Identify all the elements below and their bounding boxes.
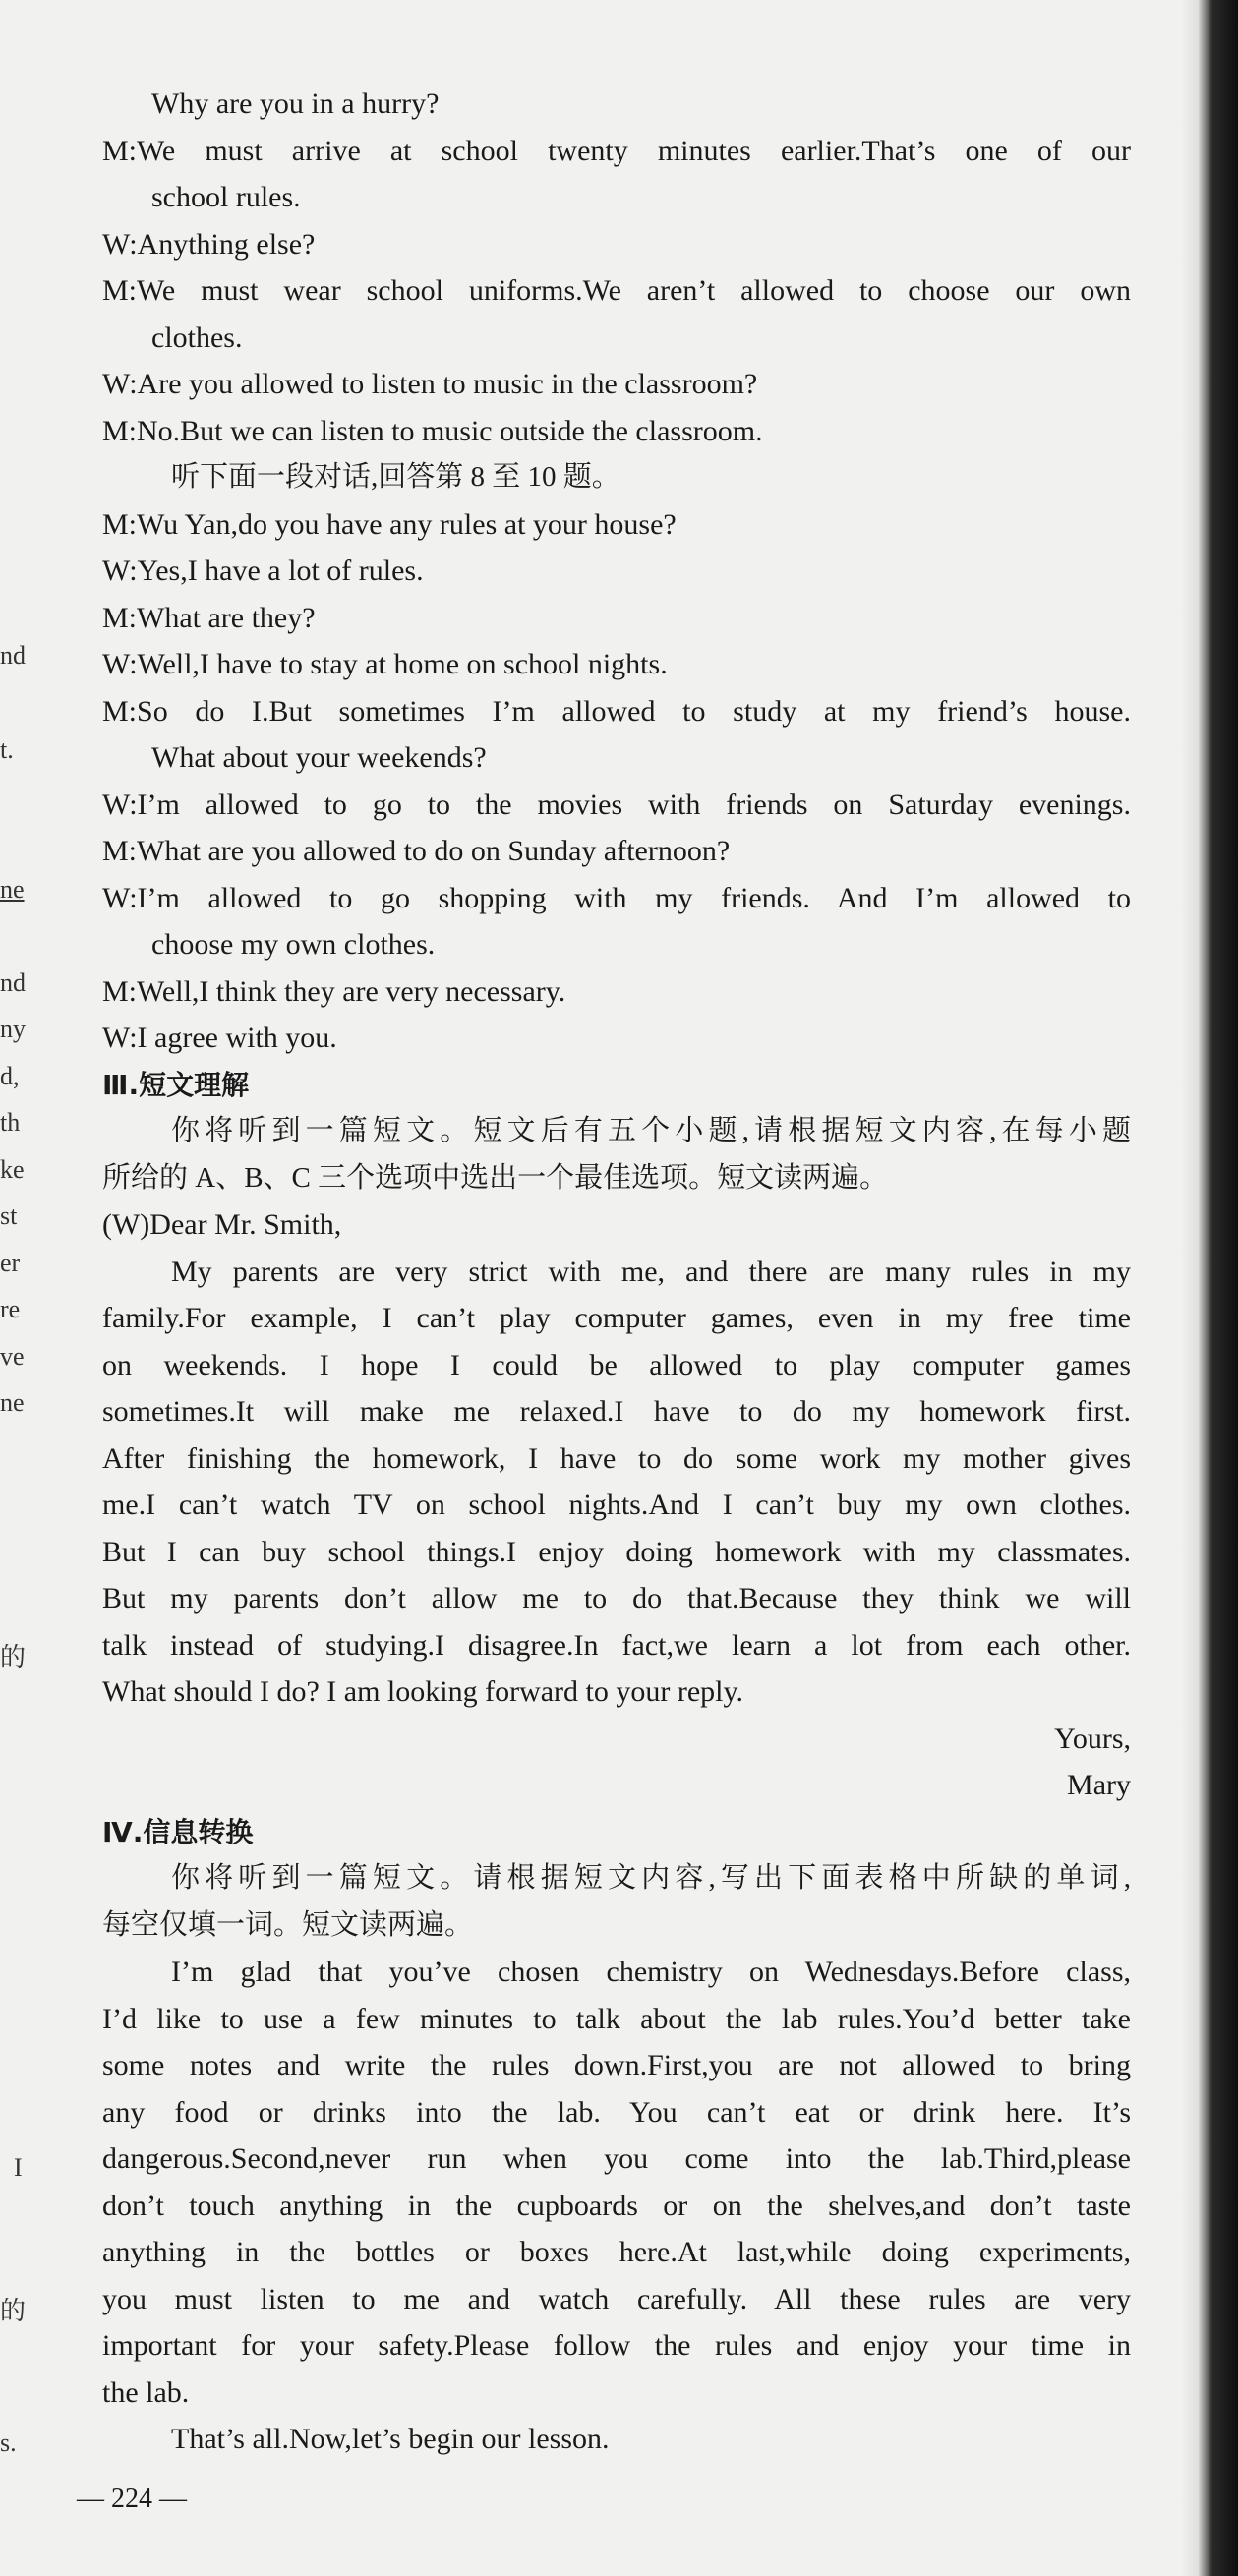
text-line: After finishing the homework, I have to do some work my mother gives [102,1441,1131,1475]
margin-fragment: ne [0,875,25,904]
text-line: M:Wu Yan,do you have any rules at your house? [102,507,677,541]
margin-fragment: ve [0,1342,25,1371]
margin-fragment: ke [0,1155,25,1184]
text-line: you must listen to me and watch carefully. All these rules are very [102,2282,1131,2315]
text-line: dangerous.Second,never run when you come into the lab.Third,please [102,2142,1131,2175]
text-line: talk instead of studying.I disagree.In fact,we learn a lot from each other. [102,1628,1131,1662]
dialogue-part-1 [102,81,1131,454]
text-line: 所给的 A、B、C 三个选项中选出一个最佳选项。短文读两遍。 [102,1161,889,1194]
text-line: M:We must arrive at school twenty minutes earlier.That’s one of our [102,134,1131,167]
margin-fragment: er [0,1249,21,1277]
letter-body [102,1249,1131,1716]
text-line: sometimes.It will make me relaxed.I have to do my homework first. [102,1395,1131,1428]
text-line: M:Well,I think they are very necessary. [102,974,566,1008]
margin-fragment: ny [0,1015,26,1043]
text-line: M:We must wear school uniforms.We aren’t allowed to choose our own [102,274,1131,307]
text-line: 你将听到一篇短文。短文后有五个小题,请根据短文内容,在每小题 [171,1115,1131,1146]
dialogue-part-2 [102,501,1131,1062]
text-line: I’m glad that you’ve chosen chemistry on Wednesdays.Before class, [171,1956,1131,1988]
text-line: don’t touch anything in the cupboards or on the shelves,and don’t taste [102,2189,1131,2222]
text-line: M:What are you allowed to do on Sunday afternoon? [102,835,731,867]
text-line: But my parents don’t allow me to do that.Because they think we will [102,1582,1131,1614]
text-line: W:I’m allowed to go shopping with my friends. And I’m allowed to [102,881,1131,914]
text-line: anything in the bottles or boxes here.At last,while doing experiments, [102,2236,1131,2268]
book-spine [1199,0,1238,2576]
text-line: W:I’m allowed to go to the movies with friends on Saturday evenings. [102,788,1131,821]
text-line: any food or drinks into the lab. You can’t eat or drink here. It’s [102,2095,1131,2129]
text-line: W:Well,I have to stay at home on school nights. [102,648,668,680]
section-4-heading: Ⅳ.信息转换 [102,1815,254,1848]
text-line: That’s all.Now,let’s begin our lesson. [171,2423,610,2455]
page-content [102,81,1131,2463]
margin-fragment: nd [0,968,26,997]
letter-closing: Yours, [1054,1722,1131,1755]
margin-fragment: I [14,2153,23,2182]
margin-fragment: d, [0,1062,20,1090]
text-line: M:No.But we can listen to music outside the classroom. [102,414,763,447]
text-line: family.For example, I can’t play computer games, even in my free time [102,1302,1131,1334]
text-line: 每空仅填一词。短文读两遍。 [102,1908,474,1941]
text-line: Why are you in a hurry? [151,88,440,120]
text-line: me.I can’t watch TV on school nights.And I can’t buy my own clothes. [102,1489,1131,1521]
margin-fragment: s. [0,2429,17,2457]
margin-fragment: 的 [0,1643,27,1671]
section-3-heading: Ⅲ.短文理解 [102,1068,250,1101]
section-3-instructions [102,1108,1131,1201]
page-shadow [1181,0,1199,2576]
section-note: 听下面一段对话,回答第 8 至 10 题。 [171,461,620,493]
text-line: M:What are they? [102,601,316,634]
letter-greeting: (W)Dear Mr. Smith, [102,1208,342,1241]
letter-signature: Mary [1067,1769,1131,1801]
text-line: choose my own clothes. [151,928,436,961]
margin-fragment: re [0,1295,21,1323]
text-line: on weekends. I hope I could be allowed to play computer games [102,1348,1131,1381]
text-line: W:Anything else? [102,227,316,261]
margin-fragment: nd [0,641,26,670]
text-line: But I can buy school things.I enjoy doing homework with my classmates. [102,1535,1131,1568]
page-number: — 224 — [77,2484,187,2514]
text-line: What should I do? I am looking forward to your reply. [102,1675,744,1708]
text-line: W:Yes,I have a lot of rules. [102,555,424,587]
text-line: W:I agree with you. [102,1022,337,1054]
text-line: I’d like to use a few minutes to talk about the lab rules.You’d better take [102,2002,1131,2035]
margin-fragment: t. [0,735,14,764]
adjacent-page-margin [0,0,39,2576]
margin-fragment: st [0,1201,18,1230]
text-line: important for your safety.Please follow the rules and enjoy your time in [102,2329,1131,2362]
section-4-passage [102,1949,1131,2463]
text-line: My parents are very strict with me, and there are many rules in my [171,1255,1131,1288]
text-line: M:So do I.But sometimes I’m allowed to study at my friend’s house. [102,694,1131,728]
text-line: W:Are you allowed to listen to music in the classroom? [102,368,758,400]
section-4-instructions [102,1855,1131,1949]
margin-fragment: ne [0,1388,25,1417]
text-line: some notes and write the rules down.First,you are not allowed to bring [102,2049,1131,2081]
text-line: 你将听到一篇短文。请根据短文内容,写出下面表格中所缺的单词, [171,1862,1131,1894]
margin-fragment: th [0,1108,21,1137]
text-line: What about your weekends? [151,741,487,774]
text-line: school rules. [151,181,301,213]
text-line: clothes. [151,321,243,354]
margin-fragment: 的 [0,2297,27,2325]
text-line: the lab. [102,2375,190,2409]
